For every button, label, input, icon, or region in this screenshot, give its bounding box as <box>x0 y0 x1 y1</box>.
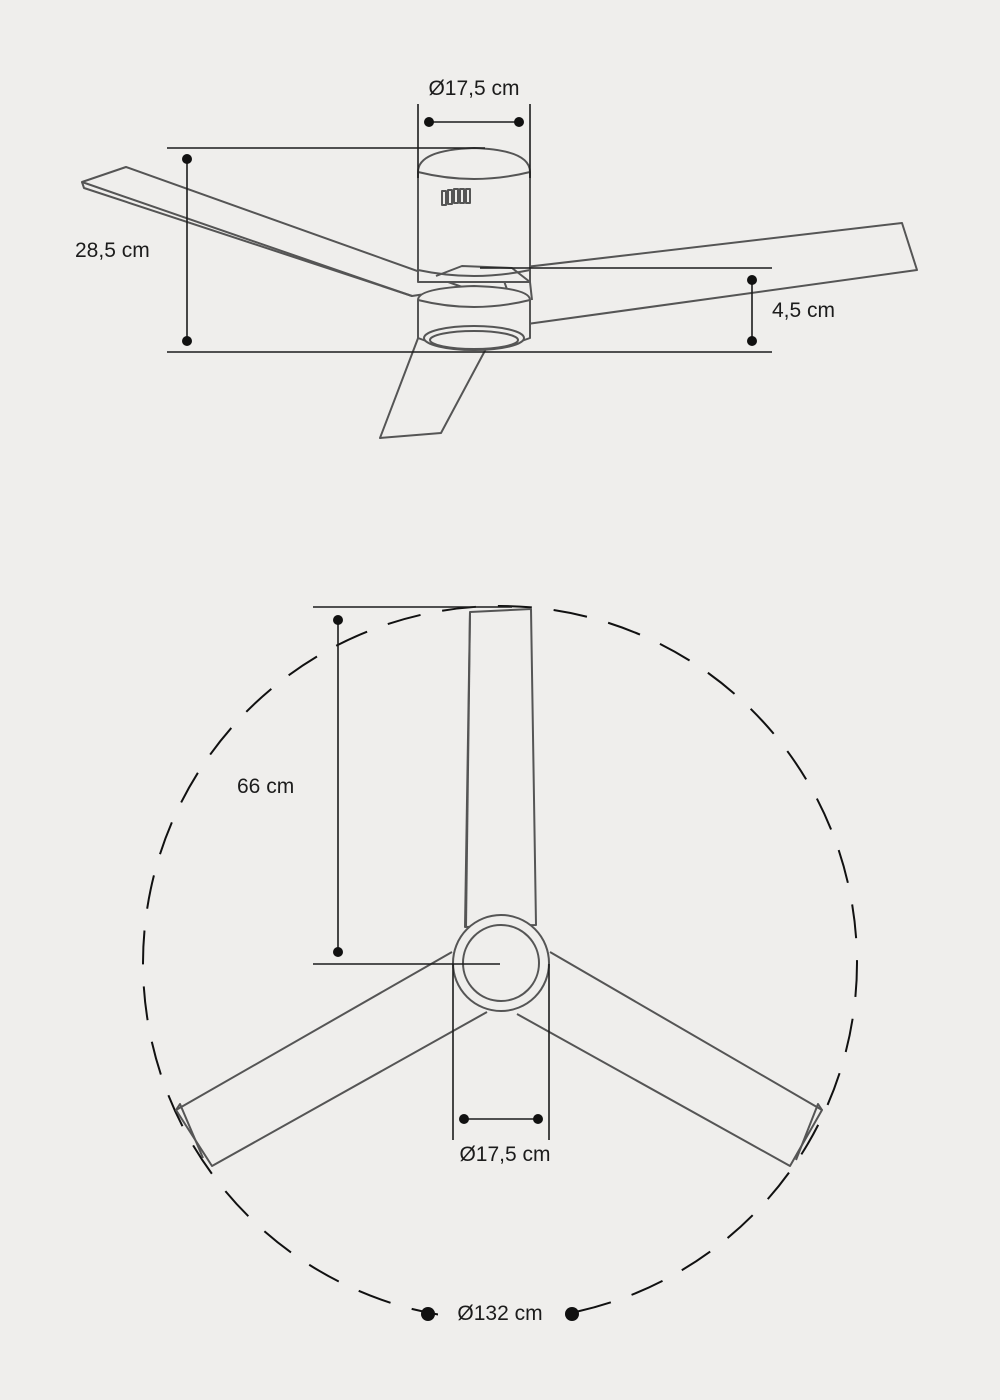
side-blade-right <box>500 223 917 325</box>
blade-length-dimension <box>237 607 512 964</box>
top-hub <box>453 915 549 1011</box>
total-diameter-label: Ø132 cm <box>457 1302 543 1325</box>
side-motor-housing <box>418 148 530 282</box>
top-blade-right <box>517 952 822 1166</box>
side-diameter-label: Ø17,5 cm <box>428 77 520 100</box>
hub-diameter-label: Ø17,5 cm <box>459 1143 551 1166</box>
side-light-height-label: 4,5 cm <box>772 299 836 322</box>
blade-length-label: 66 cm <box>237 775 295 798</box>
top-blade-left <box>176 952 487 1166</box>
side-height-label: 28,5 cm <box>75 239 150 262</box>
side-view <box>75 77 917 438</box>
total-diameter-dimension <box>421 1298 579 1328</box>
top-view <box>143 606 857 1328</box>
side-blade-left <box>82 167 465 296</box>
top-blade-up <box>465 609 536 927</box>
